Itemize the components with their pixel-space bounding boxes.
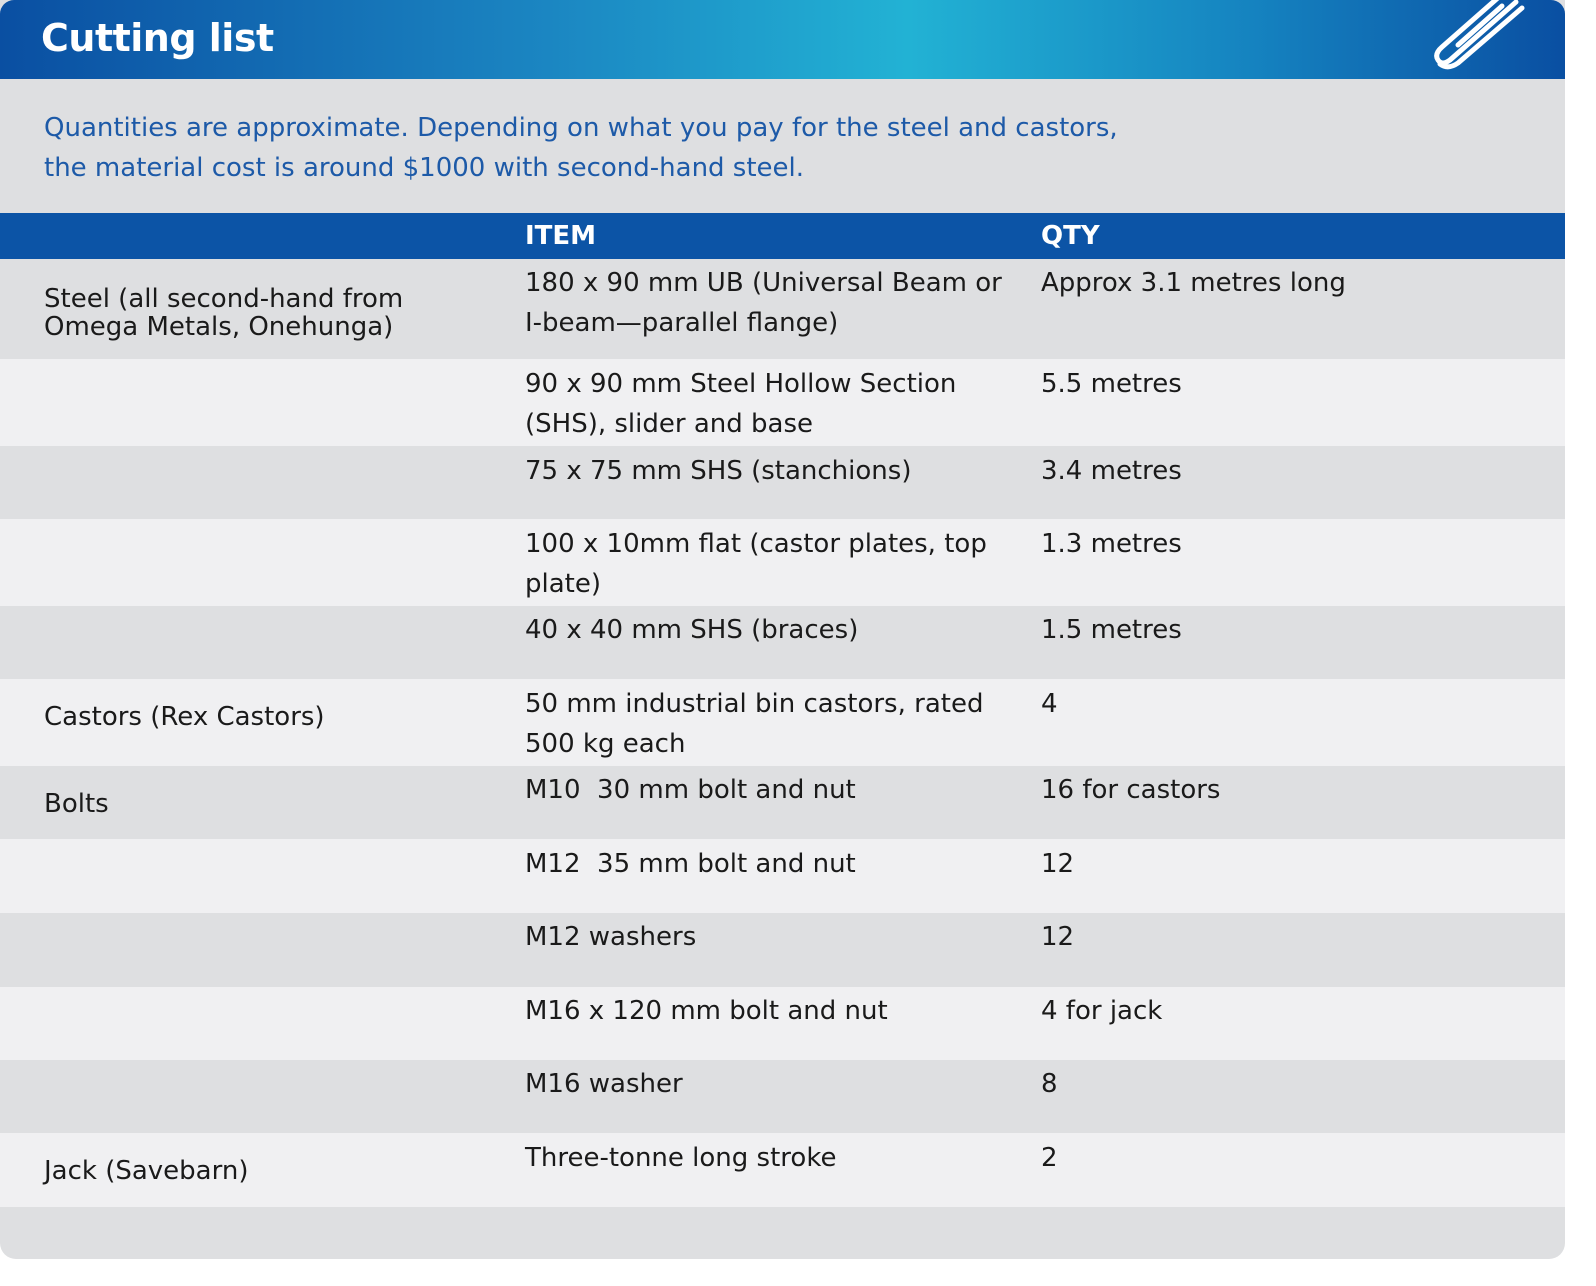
item-line: 50 mm industrial bin castors, rated <box>525 689 984 719</box>
column-header-item: ITEM <box>525 221 597 251</box>
row-qty: 1.5 metres <box>1041 615 1182 645</box>
item-line: Three-tonne long stroke <box>525 1143 837 1173</box>
row-item <box>525 770 995 810</box>
row-category <box>44 703 484 731</box>
row-qty: 5.5 metres <box>1041 369 1182 399</box>
table-row <box>0 359 1565 446</box>
row-item <box>525 684 995 764</box>
row-qty: 16 for castors <box>1041 775 1221 805</box>
row-category <box>44 285 484 341</box>
item-line: 40 x 40 mm SHS (braces) <box>525 615 859 645</box>
row-qty: 2 <box>1041 1143 1058 1173</box>
intro-line: the material cost is around $1000 with second-hand steel. <box>44 153 805 183</box>
row-category <box>44 1157 484 1185</box>
paperclip-icon <box>1428 0 1528 72</box>
table-row <box>0 446 1565 519</box>
item-line: M10 30 mm bolt and nut <box>525 775 856 805</box>
row-qty: 1.3 metres <box>1041 529 1182 559</box>
row-qty: 8 <box>1041 1069 1058 1099</box>
table-row <box>0 913 1565 987</box>
row-item <box>525 263 1002 343</box>
intro-line: Quantities are approximate. Depending on what you pay for the steel and castors, <box>44 113 1118 143</box>
table-row <box>0 1060 1565 1133</box>
table-row <box>0 987 1565 1060</box>
table-row <box>0 766 1565 839</box>
row-item <box>525 610 995 650</box>
row-qty: Approx 3.1 metres long <box>1041 268 1346 298</box>
category-line: Castors (Rex Castors) <box>44 702 325 732</box>
row-qty: 12 <box>1041 922 1075 952</box>
category-line: Omega Metals, Onehunga) <box>44 312 394 342</box>
table-row <box>0 606 1565 679</box>
item-line: 75 x 75 mm SHS (stanchions) <box>525 456 912 486</box>
row-item <box>525 917 995 957</box>
row-item <box>525 451 995 491</box>
intro-text <box>44 108 1244 188</box>
column-header-qty: QTY <box>1041 221 1100 251</box>
item-line: 180 x 90 mm UB (Universal Beam or <box>525 268 1002 298</box>
row-item <box>525 844 995 884</box>
table-row <box>0 1133 1565 1207</box>
row-item <box>525 1064 995 1104</box>
item-line: (SHS), slider and base <box>525 409 813 439</box>
item-line: I-beam—parallel flange) <box>525 308 839 338</box>
item-line: M16 x 120 mm bolt and nut <box>525 996 888 1026</box>
item-line: M12 35 mm bolt and nut <box>525 849 856 879</box>
item-line: 100 x 10mm flat (castor plates, top <box>525 529 987 559</box>
table-row <box>0 519 1565 606</box>
row-qty: 12 <box>1041 849 1075 879</box>
row-item <box>525 991 995 1031</box>
row-qty: 4 <box>1041 689 1058 719</box>
category-line: Jack (Savebarn) <box>44 1156 249 1186</box>
item-line: 90 x 90 mm Steel Hollow Section <box>525 369 957 399</box>
row-qty: 3.4 metres <box>1041 456 1182 486</box>
category-line: Steel (all second-hand from <box>44 284 404 314</box>
item-line: M16 washer <box>525 1069 683 1099</box>
category-line: Bolts <box>44 789 109 819</box>
item-line: M12 washers <box>525 922 697 952</box>
table-row <box>0 259 1565 359</box>
row-qty: 4 for jack <box>1041 996 1163 1026</box>
row-item <box>525 1138 995 1178</box>
item-line: 500 kg each <box>525 729 686 759</box>
table-row <box>0 679 1565 766</box>
row-item <box>525 364 995 444</box>
panel-header <box>0 0 1565 79</box>
table-row <box>0 839 1565 913</box>
table-header <box>0 213 1565 259</box>
row-category <box>44 790 484 818</box>
panel-title: Cutting list <box>41 16 274 60</box>
row-item <box>525 524 995 604</box>
item-line: plate) <box>525 569 601 599</box>
